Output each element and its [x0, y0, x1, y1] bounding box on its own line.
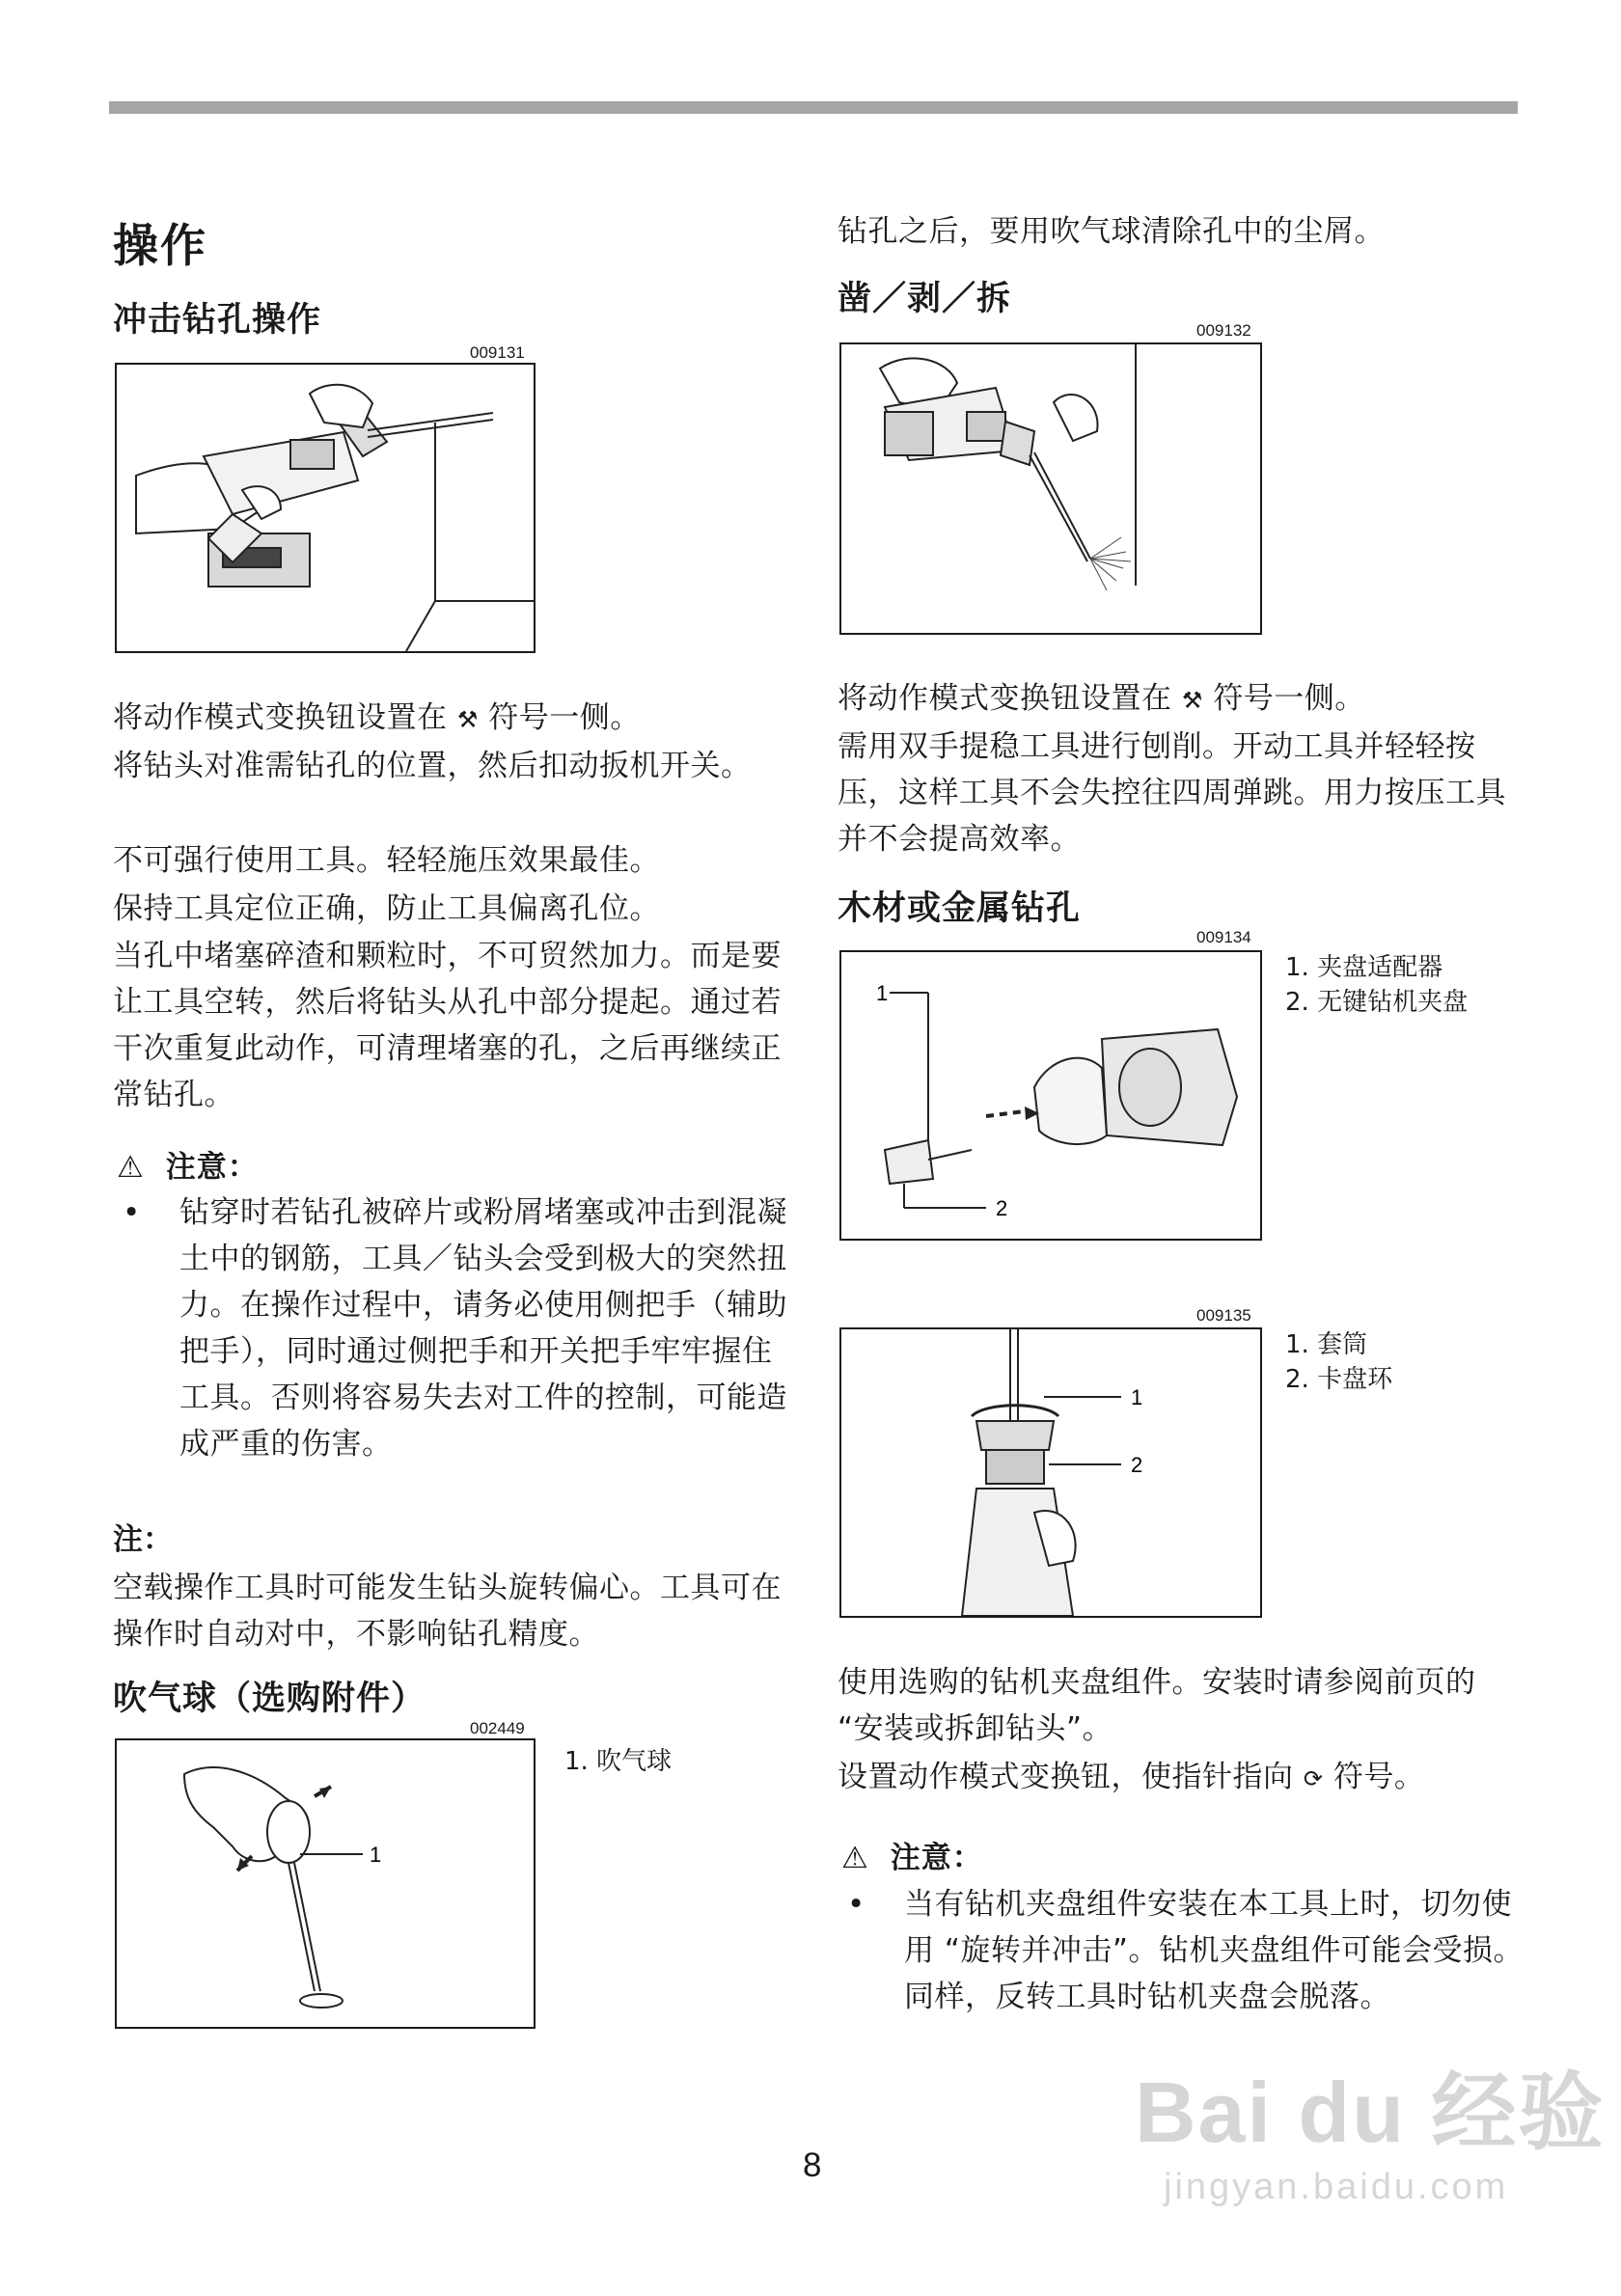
chuck-callout-2: 2	[996, 1196, 1008, 1220]
bullet-dot-icon: •	[847, 1887, 865, 1922]
chisel-mode-text-before: 将动作模式变换钮设置在	[838, 681, 1172, 716]
chisel-paragraph: 需用双手提稳工具进行刨削。开动工具并轻轻按压，这样工具不会失控往四周弹跳。用力按压工具并不会提高效率。	[838, 729, 1506, 857]
chisel-mode-instruction	[838, 675, 1523, 724]
caution-bullet-left	[113, 1189, 798, 1479]
note-text: 空载操作工具时可能发生钻头旋转偏心。工具可在操作时自动对中，不影响钻孔精度。	[113, 1571, 782, 1652]
header-rule	[109, 101, 1518, 114]
caution-text-right: 当有钻机夹盘组件安装在本工具上时，切勿使用 “旋转并冲击”。钻机夹盘组件可能会受损。同样，反转工具时钻机夹盘会脱落。	[904, 1887, 1524, 2014]
chiseling-heading: 凿／剥／拆	[838, 280, 1012, 318]
chuck-adapter-figure	[839, 950, 1262, 1241]
caution-label-right: 注意：	[890, 1841, 983, 1875]
warning-triangle-icon: ⚠	[841, 1841, 869, 1875]
right-intro-text: 钻孔之后，要用吹气球清除孔中的尘屑。	[838, 214, 1385, 249]
baidu-watermark	[1135, 2045, 1605, 2208]
hammer-drill-figure	[115, 363, 536, 653]
blow-out-bulb-heading: 吹气球（选购附件）	[113, 1680, 426, 1718]
blow-out-bulb-figure	[115, 1738, 536, 2029]
drill-chuck-paragraph: 使用选购的钻机夹盘组件。安装时请参阅前页的 “安装或拆卸钻头”。	[838, 1665, 1476, 1746]
hammer-mode-text-before: 将动作模式变换钮设置在	[113, 700, 448, 735]
sleeve-legend-item-1: 1. 套筒	[1285, 1330, 1368, 1359]
watermark-url: jingyan.baidu.com	[1164, 2167, 1509, 2207]
sleeve-ring-illustration	[841, 1329, 1260, 1616]
rotation-only-mode-icon: ⟳	[1303, 1765, 1324, 1792]
figure-code-009132: 009132	[1196, 321, 1251, 340]
blow-out-bulb-illustration	[117, 1740, 534, 2027]
note-heading: 注：	[113, 1522, 173, 1557]
rotation-mode-instruction	[838, 1754, 1523, 1802]
hammer-drill-mode-icon: ⚒	[456, 706, 479, 733]
blow-out-legend-item-1: 1. 吹气球	[564, 1747, 673, 1776]
hammer-paragraph-1: 将钻头对准需钻孔的位置，然后扣动扳机开关。	[113, 749, 752, 783]
hammer-drilling-heading: 冲击钻孔操作	[113, 301, 322, 340]
warning-triangle-icon: ⚠	[117, 1150, 145, 1185]
caution-heading-right	[841, 1833, 983, 1876]
wood-metal-drilling-heading: 木材或金属钻孔	[838, 889, 1082, 928]
hammer-paragraph-2: 不可强行使用工具。轻轻施压效果最佳。	[113, 843, 660, 878]
caution-label-left: 注意：	[165, 1150, 259, 1185]
hammer-mode-instruction	[113, 695, 798, 743]
chuck-legend-item-2: 2. 无键钻机夹盘	[1285, 988, 1469, 1017]
rotation-mode-text-before: 设置动作模式变换钮，使指针指向	[838, 1760, 1294, 1794]
sleeve-legend-item-2: 2. 卡盘环	[1285, 1365, 1393, 1394]
chiseling-illustration	[841, 344, 1260, 633]
hammer-mode-text-after: 符号一侧。	[488, 700, 641, 735]
chuck-adapter-illustration	[841, 952, 1260, 1239]
hammer-drill-illustration	[117, 365, 534, 651]
figure-code-009134: 009134	[1196, 928, 1251, 946]
chiseling-figure	[839, 342, 1262, 635]
rotation-mode-text-after: 符号。	[1333, 1760, 1425, 1794]
hammer-paragraph-3: 保持工具定位正确，防止工具偏离孔位。	[113, 891, 660, 926]
chuck-callout-1: 1	[876, 981, 889, 1005]
page-number: 8	[803, 2146, 822, 2184]
figure-code-009135: 009135	[1196, 1306, 1251, 1325]
caution-text-left: 钻穿时若钻孔被碎片或粉屑堵塞或冲击到混凝土中的钢筋，工具／钻头会受到极大的突然扭力。在操作过程中，请务必使用侧把手（辅助把手），同时通过侧把手和开关把手牢牢握住工具。否则将容易失去对工件的控制，可能造成严重的伤害。	[179, 1195, 787, 1462]
watermark-logo-text: Bai du 经验	[1135, 2064, 1606, 2160]
chuck-legend-item-1: 1. 夹盘适配器	[1285, 953, 1443, 982]
sleeve-callout-1: 1	[1131, 1385, 1143, 1409]
chisel-mode-text-after: 符号一侧。	[1213, 681, 1365, 716]
figure-code-009131: 009131	[470, 343, 525, 362]
hammer-only-mode-icon: ⚒	[1181, 687, 1203, 714]
page-title: 操作	[113, 220, 207, 273]
caution-heading-left	[117, 1142, 259, 1186]
sleeve-callout-2: 2	[1131, 1453, 1143, 1477]
hammer-paragraph-4: 当孔中堵塞碎渣和颗粒时，不可贸然加力。而是要让工具空转，然后将钻头从孔中部分提起。通过若干次重复此动作，可清理堵塞的孔，之后再继续正常钻孔。	[113, 939, 782, 1112]
blow-out-callout-1: 1	[370, 1843, 382, 1867]
sleeve-ring-figure	[839, 1327, 1262, 1618]
bullet-dot-icon: •	[123, 1195, 141, 1230]
figure-code-002449: 002449	[470, 1719, 525, 1737]
